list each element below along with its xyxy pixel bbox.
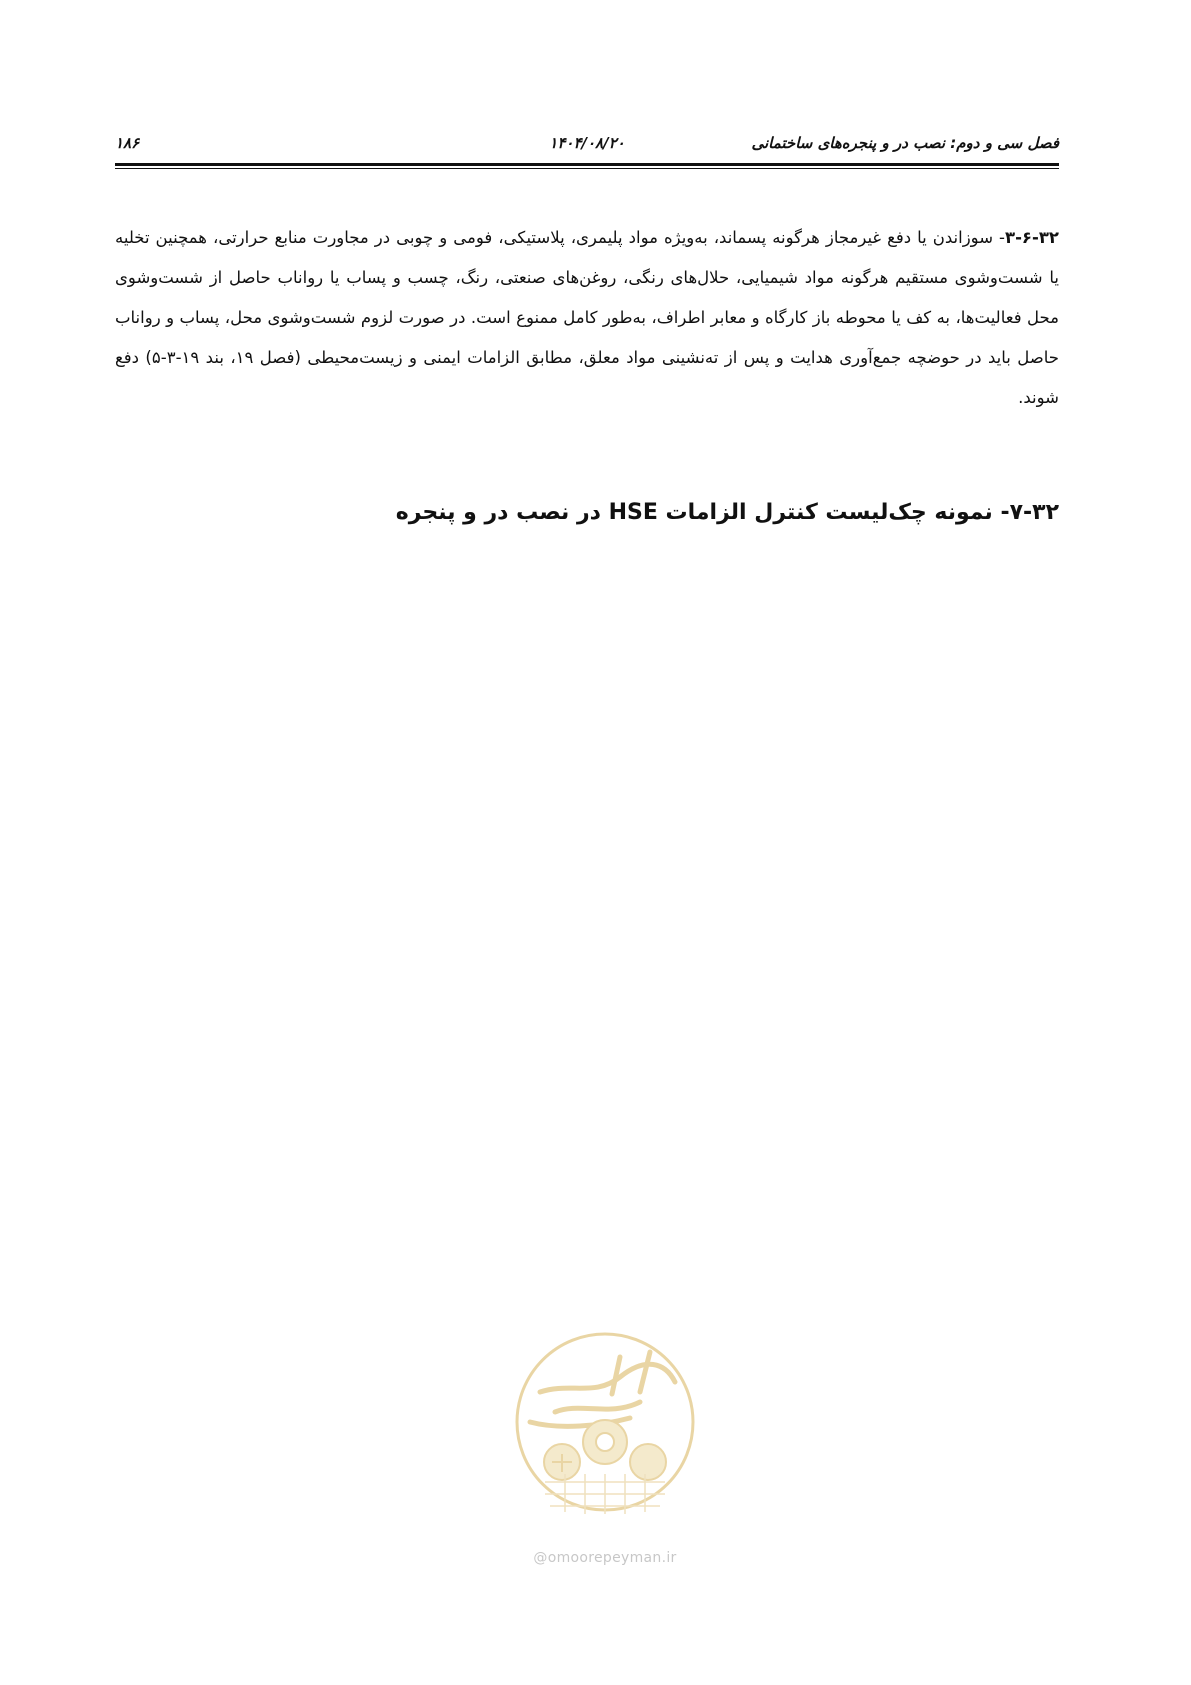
header-date: ۱۴۰۴/۰۸/۲۰: [549, 134, 625, 152]
body-content: [115, 218, 1059, 418]
page-number: ۱۸۶: [115, 134, 140, 152]
section-heading: ۷-۳۲- نمونه چک‌لیست کنترل الزامات HSE در نصب در و پنجره: [395, 500, 1059, 525]
chapter-title: فصل سی و دوم: نصب در و پنجره‌های ساختمانی: [751, 134, 1059, 152]
paragraph-32-6-3: [115, 218, 1059, 418]
watermark-logo: [500, 1322, 710, 1547]
header-rule-thin: [115, 168, 1059, 169]
watermark: [500, 1322, 710, 1572]
paragraph-number: ۳-۶-۳۲: [1005, 228, 1059, 247]
calligraphy-logo: [530, 1352, 675, 1426]
paragraph-text: - سوزاندن یا دفع غیرمجاز هرگونه پسماند، به‌ویژه مواد پلیمری، پلاستیکی، فومی و چوبی در مجاورت منابع حرارتی، همچنین تخلیه یا شست‌وشوی مستقیم هرگونه مواد شیمیایی، حلال‌های رنگی، روغن‌های صنعتی، رنگ، چسب و پساب یا رواناب حاصل از شست‌وشوی محل فعالیت‌ها، به کف یا محوطه باز کارگاه و معابر اطراف، به‌طور کامل ممنوع است. در صورت لزوم شست‌وشوی محل، پساب و رواناب حاصل باید در حوضچه جمع‌آوری هدایت و پس از ته‌نشینی مواد معلق، مطابق الزامات ایمنی و زیست‌محیطی (فصل ۱۹، بند ۱۹-۳-۵) دفع شوند.: [115, 228, 1059, 407]
running-header: [115, 128, 1059, 158]
watermark-url: @omoorepeyman.ir: [533, 1550, 677, 1566]
header-rule-thick: [115, 163, 1059, 166]
